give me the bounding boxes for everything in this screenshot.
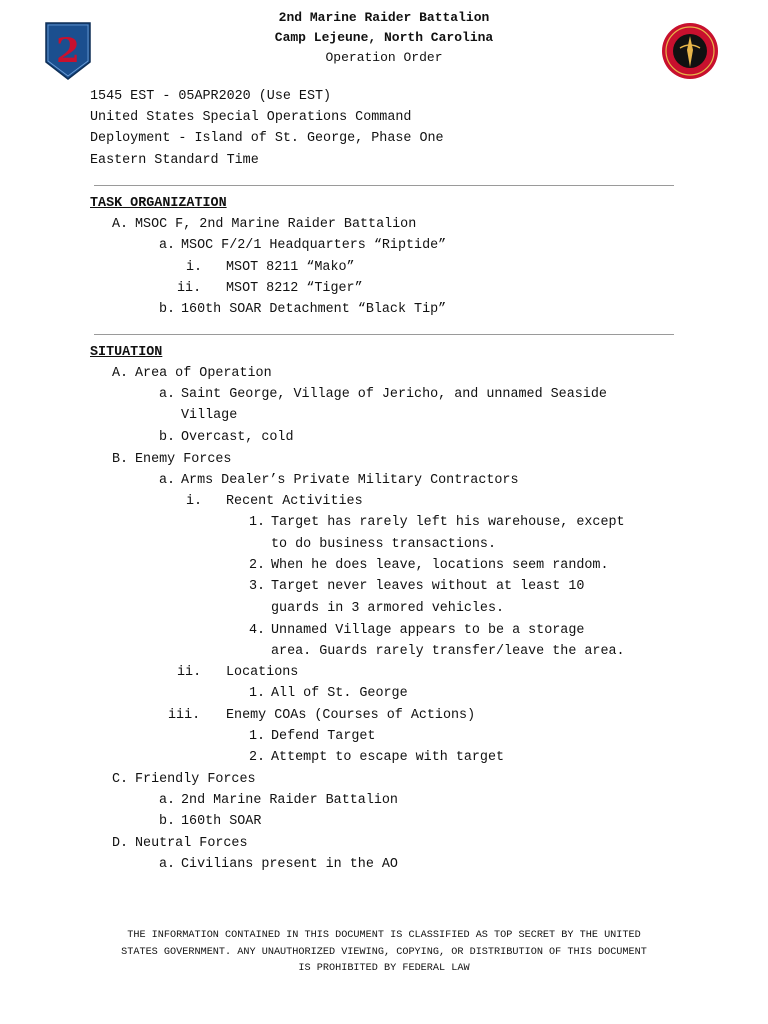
situation-item: 2nd Marine Raider Battalion: [181, 793, 398, 808]
situation-item: Enemy COAs (Courses of Actions): [226, 708, 476, 723]
situation-marker: b.: [159, 430, 176, 445]
situation-item: Locations: [226, 665, 299, 680]
task-org-item: MSOT 8212 “Tiger”: [226, 281, 363, 296]
situation-marker: C.: [112, 772, 129, 787]
situation-item: Unnamed Village appears to be a storage: [271, 623, 585, 638]
classification-line: STATES GOVERNMENT. ANY UNAUTHORIZED VIEWING, COPYING, OR DISTRIBUTION OF THIS DOCUMENT: [121, 946, 647, 958]
situation-marker: b.: [159, 814, 176, 829]
situation-item: Attempt to escape with target: [271, 750, 505, 765]
header-unit-name: 2nd Marine Raider Battalion: [278, 10, 490, 25]
section-divider: [94, 334, 674, 335]
classification-notice: [80, 928, 688, 978]
header-location: Camp Lejeune, North Carolina: [274, 30, 494, 45]
classification-line: THE INFORMATION CONTAINED IN THIS DOCUMENT IS CLASSIFIED AS TOP SECRET BY THE UNITED: [127, 930, 641, 941]
situation-item: Target has rarely left his warehouse, except: [271, 515, 625, 530]
situation-item: When he does leave, locations seem random.: [271, 558, 609, 573]
situation-item: Saint George, Village of Jericho, and unnamed Seaside: [181, 387, 607, 402]
situation-marker: a.: [159, 793, 176, 808]
situation-marker: ii.: [177, 665, 202, 680]
intro-datetime: 1545 EST - 05APR2020 (Use EST): [90, 89, 332, 104]
intro-timezone: Eastern Standard Time: [90, 153, 259, 168]
intro-deployment: Deployment - Island of St. George, Phase One: [90, 131, 444, 146]
situation-marker: 2.: [249, 558, 266, 573]
task-org-item: 160th SOAR Detachment “Black Tip”: [181, 302, 447, 317]
task-org-item: MSOC F, 2nd Marine Raider Battalion: [135, 217, 417, 232]
intro-command: United States Special Operations Command: [90, 110, 412, 125]
task-org-item: MSOT 8211 “Mako”: [226, 260, 355, 275]
section-divider: [94, 185, 674, 186]
situation-item-continued: area. Guards rarely transfer/leave the area.: [271, 644, 625, 659]
classification-line: IS PROHIBITED BY FEDERAL LAW: [298, 963, 470, 974]
situation-marker: a.: [159, 473, 176, 488]
task-org-heading: TASK ORGANIZATION: [90, 196, 227, 211]
situation-marker: i.: [186, 494, 203, 509]
situation-marker: 1.: [249, 515, 266, 530]
situation-item: 160th SOAR: [181, 814, 262, 829]
situation-marker: B.: [112, 452, 129, 467]
situation-item: All of St. George: [271, 686, 408, 701]
situation-marker: a.: [159, 857, 176, 872]
situation-item: Area of Operation: [135, 366, 272, 381]
situation-item: Civilians present in the AO: [181, 857, 398, 872]
situation-item-continued: Village: [181, 408, 238, 423]
situation-marker: D.: [112, 836, 129, 851]
task-org-marker: i.: [186, 260, 203, 275]
marsoc-seal-icon: [661, 22, 719, 80]
situation-item: Overcast, cold: [181, 430, 294, 445]
situation-marker: a.: [159, 387, 176, 402]
situation-item-continued: to do business transactions.: [271, 537, 496, 552]
situation-marker: 3.: [249, 579, 266, 594]
task-org-item: MSOC F/2/1 Headquarters “Riptide”: [181, 238, 447, 253]
battalion-numeral: 2: [56, 31, 80, 71]
header-doc-type: Operation Order: [325, 50, 443, 65]
situation-item: Friendly Forces: [135, 772, 256, 787]
situation-item: Neutral Forces: [135, 836, 248, 851]
task-org-marker: ii.: [177, 281, 202, 296]
situation-item: Recent Activities: [226, 494, 363, 509]
situation-marker: 2.: [249, 750, 266, 765]
situation-heading: SITUATION: [90, 345, 163, 360]
situation-item-continued: guards in 3 armored vehicles.: [271, 601, 505, 616]
situation-marker: 1.: [249, 729, 266, 744]
situation-marker: iii.: [168, 708, 201, 723]
situation-marker: A.: [112, 366, 129, 381]
task-org-marker: a.: [159, 238, 176, 253]
situation-item: Defend Target: [271, 729, 376, 744]
task-org-marker: b.: [159, 302, 176, 317]
battalion-shield-icon: [45, 22, 91, 80]
situation-marker: 4.: [249, 623, 266, 638]
situation-item: Arms Dealer’s Private Military Contractors: [181, 473, 519, 488]
task-org-marker: A.: [112, 217, 129, 232]
situation-item: Enemy Forces: [135, 452, 232, 467]
situation-marker: 1.: [249, 686, 266, 701]
situation-item: Target never leaves without at least 10: [271, 579, 585, 594]
